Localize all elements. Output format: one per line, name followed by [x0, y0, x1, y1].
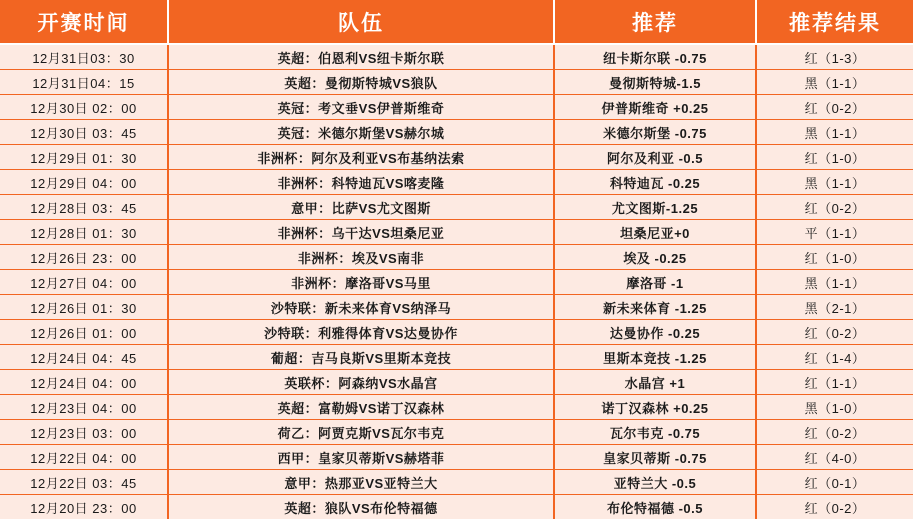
- table-row: [0, 195, 913, 220]
- cell-match-teams: 沙特联：新未来体育VS纳泽马: [168, 295, 554, 320]
- table-body: [0, 44, 913, 519]
- table-row: [0, 345, 913, 370]
- cell-match-teams: 英联杯：阿森纳VS水晶宫: [168, 370, 554, 395]
- cell-match-teams: 英超：伯恩利VS纽卡斯尔联: [168, 44, 554, 70]
- header-row: [0, 0, 913, 44]
- cell-recommendation: 尤文图斯-1.25: [554, 195, 756, 220]
- cell-match-time: 12月30日 02：00: [0, 95, 168, 120]
- table-row: [0, 170, 913, 195]
- cell-match-time: 12月26日 01：00: [0, 320, 168, 345]
- cell-recommendation: 坦桑尼亚+0: [554, 220, 756, 245]
- column-header-result: 推荐结果: [756, 0, 913, 44]
- table-row: [0, 370, 913, 395]
- cell-recommendation-result: 红（1-0）: [756, 145, 913, 170]
- cell-recommendation-result: 红（0-2）: [756, 95, 913, 120]
- table-row: [0, 70, 913, 95]
- cell-match-teams: 非洲杯：乌干达VS坦桑尼亚: [168, 220, 554, 245]
- cell-match-teams: 沙特联：利雅得体育VS达曼协作: [168, 320, 554, 345]
- cell-match-teams: 荷乙：阿贾克斯VS瓦尔韦克: [168, 420, 554, 445]
- cell-match-teams: 英超：曼彻斯特城VS狼队: [168, 70, 554, 95]
- cell-match-time: 12月28日 03：45: [0, 195, 168, 220]
- cell-recommendation: 曼彻斯特城-1.5: [554, 70, 756, 95]
- cell-match-time: 12月27日 04：00: [0, 270, 168, 295]
- cell-match-time: 12月24日 04：00: [0, 370, 168, 395]
- table-row: [0, 270, 913, 295]
- cell-match-teams: 英冠：米德尔斯堡VS赫尔城: [168, 120, 554, 145]
- column-header-team: 队伍: [168, 0, 554, 44]
- table-row: [0, 395, 913, 420]
- cell-match-time: 12月24日 04：45: [0, 345, 168, 370]
- cell-match-time: 12月23日 03：00: [0, 420, 168, 445]
- cell-recommendation: 亚特兰大 -0.5: [554, 470, 756, 495]
- cell-match-time: 12月31日04：15: [0, 70, 168, 95]
- table-row: [0, 420, 913, 445]
- cell-recommendation: 科特迪瓦 -0.25: [554, 170, 756, 195]
- cell-match-time: 12月29日 04：00: [0, 170, 168, 195]
- cell-match-teams: 意甲：热那亚VS亚特兰大: [168, 470, 554, 495]
- cell-recommendation-result: 红（0-2）: [756, 320, 913, 345]
- table-row: [0, 245, 913, 270]
- cell-recommendation-result: 黑（1-1）: [756, 70, 913, 95]
- cell-recommendation: 阿尔及利亚 -0.5: [554, 145, 756, 170]
- cell-recommendation: 诺丁汉森林 +0.25: [554, 395, 756, 420]
- cell-recommendation-result: 黑（2-1）: [756, 295, 913, 320]
- cell-match-teams: 英超：狼队VS布伦特福德: [168, 495, 554, 519]
- cell-recommendation-result: 红（0-1）: [756, 470, 913, 495]
- cell-match-time: 12月20日 23：00: [0, 495, 168, 519]
- cell-recommendation: 新未来体育 -1.25: [554, 295, 756, 320]
- cell-match-teams: 非洲杯：摩洛哥VS马里: [168, 270, 554, 295]
- table-row: [0, 320, 913, 345]
- cell-match-time: 12月26日 23：00: [0, 245, 168, 270]
- cell-recommendation-result: 红（0-2）: [756, 195, 913, 220]
- cell-recommendation-result: 红（0-2）: [756, 495, 913, 519]
- table-row: [0, 470, 913, 495]
- cell-match-teams: 意甲：比萨VS尤文图斯: [168, 195, 554, 220]
- cell-match-teams: 非洲杯：阿尔及利亚VS布基纳法索: [168, 145, 554, 170]
- cell-recommendation-result: 红（0-2）: [756, 420, 913, 445]
- cell-match-teams: 英冠：考文垂VS伊普斯维奇: [168, 95, 554, 120]
- column-header-recommend: 推荐: [554, 0, 756, 44]
- cell-recommendation-result: 红（1-0）: [756, 245, 913, 270]
- table-row: [0, 145, 913, 170]
- cell-recommendation-result: 红（1-3）: [756, 44, 913, 70]
- cell-match-time: 12月31日03：30: [0, 44, 168, 70]
- cell-match-time: 12月22日 04：00: [0, 445, 168, 470]
- cell-recommendation-result: 红（1-4）: [756, 345, 913, 370]
- cell-recommendation: 达曼协作 -0.25: [554, 320, 756, 345]
- table-row: [0, 120, 913, 145]
- cell-recommendation-result: 黑（1-1）: [756, 120, 913, 145]
- table-row: [0, 295, 913, 320]
- table-row: [0, 445, 913, 470]
- cell-recommendation-result: 红（1-1）: [756, 370, 913, 395]
- cell-recommendation-result: 黑（1-0）: [756, 395, 913, 420]
- cell-recommendation: 伊普斯维奇 +0.25: [554, 95, 756, 120]
- cell-match-teams: 西甲：皇家贝蒂斯VS赫塔菲: [168, 445, 554, 470]
- table-header: [0, 0, 913, 44]
- cell-recommendation: 里斯本竞技 -1.25: [554, 345, 756, 370]
- cell-recommendation: 纽卡斯尔联 -0.75: [554, 44, 756, 70]
- cell-recommendation: 瓦尔韦克 -0.75: [554, 420, 756, 445]
- cell-recommendation-result: 平（1-1）: [756, 220, 913, 245]
- column-header-time: 开赛时间: [0, 0, 168, 44]
- cell-recommendation: 米德尔斯堡 -0.75: [554, 120, 756, 145]
- cell-match-time: 12月22日 03：45: [0, 470, 168, 495]
- cell-recommendation: 布伦特福德 -0.5: [554, 495, 756, 519]
- cell-recommendation: 水晶宫 +1: [554, 370, 756, 395]
- cell-match-teams: 英超：富勒姆VS诺丁汉森林: [168, 395, 554, 420]
- cell-recommendation: 皇家贝蒂斯 -0.75: [554, 445, 756, 470]
- cell-recommendation-result: 红（4-0）: [756, 445, 913, 470]
- cell-match-time: 12月23日 04：00: [0, 395, 168, 420]
- cell-match-time: 12月29日 01：30: [0, 145, 168, 170]
- cell-recommendation-result: 黑（1-1）: [756, 270, 913, 295]
- cell-recommendation-result: 黑（1-1）: [756, 170, 913, 195]
- cell-match-teams: 葡超：吉马良斯VS里斯本竞技: [168, 345, 554, 370]
- table-row: [0, 95, 913, 120]
- table-row: [0, 44, 913, 70]
- table-row: [0, 495, 913, 519]
- cell-match-teams: 非洲杯：科特迪瓦VS喀麦隆: [168, 170, 554, 195]
- cell-recommendation: 摩洛哥 -1: [554, 270, 756, 295]
- cell-match-teams: 非洲杯：埃及VS南非: [168, 245, 554, 270]
- table-row: [0, 220, 913, 245]
- cell-match-time: 12月30日 03：45: [0, 120, 168, 145]
- cell-match-time: 12月28日 01：30: [0, 220, 168, 245]
- cell-match-time: 12月26日 01：30: [0, 295, 168, 320]
- cell-recommendation: 埃及 -0.25: [554, 245, 756, 270]
